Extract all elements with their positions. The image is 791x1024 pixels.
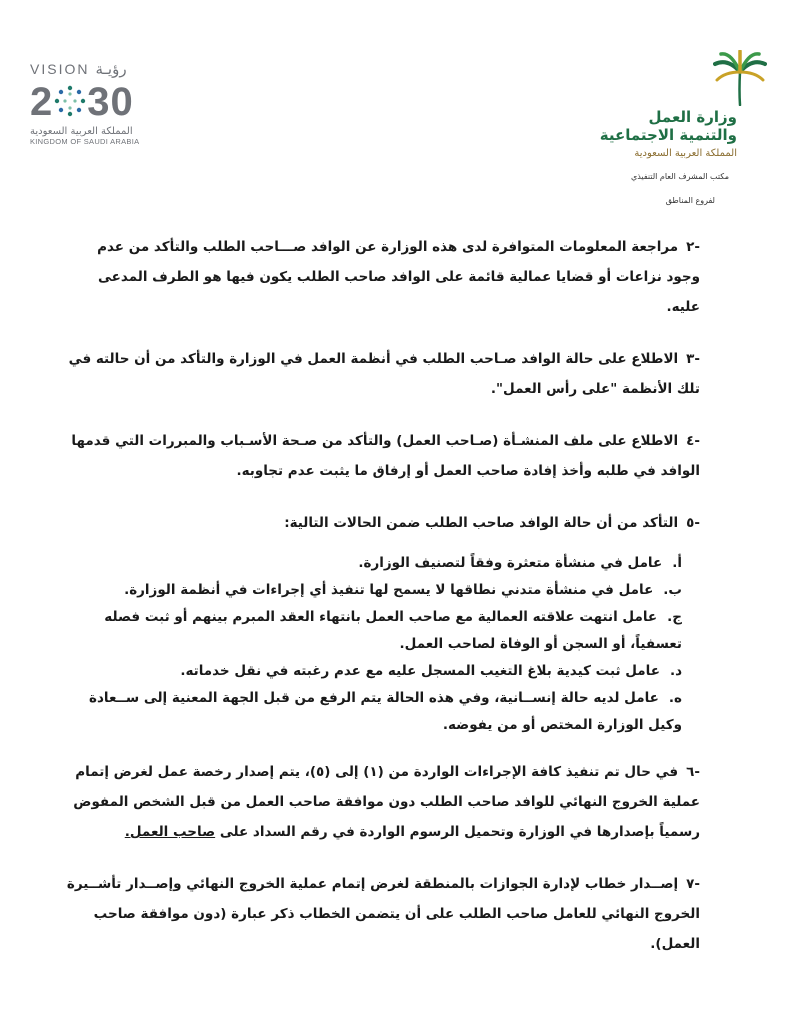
vision-year-digit-2: 2 <box>30 80 54 124</box>
list-item <box>60 426 700 486</box>
ministry-country: المملكة العربية السعودية <box>634 148 737 159</box>
ministry-name-line2: والتنمية الاجتماعية <box>599 126 737 144</box>
item-number: -٧ <box>686 876 700 892</box>
sub-item-text: عامل في منشأة متعثرة وفقاً لتصنيف الوزارة. <box>358 555 663 571</box>
item-text: إصــدار خطاب لإدارة الجوازات بالمنطقة لغرض إتمام عملية الخروج النهائي وإصــدار تأشــيرة الخروج النهائي للعامل صاحب الطلب على أن يتضمن الخطاب ذكر عبارة (دون موافقة صاحب العمل). <box>66 876 700 952</box>
item-number: -٣ <box>686 351 700 367</box>
list-item <box>60 232 700 322</box>
sub-item-letter: أ. <box>672 555 682 571</box>
palm-tree-icon <box>713 50 767 106</box>
item-text: التأكد من أن حالة الوافد صاحب الطلب ضمن الحالات التالية: <box>284 515 679 531</box>
ministry-logo <box>599 50 769 210</box>
item-text-underlined: صاحب العمل. <box>124 824 216 840</box>
vision-emblem-icon <box>53 83 87 117</box>
item-text: في حال تم تنفيذ كافة الإجراءات الواردة من (١) إلى (٥)، يتم إصدار رخصة عمل لغرض إتمام عملية الخروج النهائي للوافد صاحب الطلب دون موافقة صاحب العمل من قبل الشخص المفوض رسمياً بإصدارها في الوزارة وتحميل الرسوم الواردة في رقم السداد على <box>73 764 700 840</box>
list-item <box>60 344 700 404</box>
ministry-name-line1: وزارة العمل <box>648 108 737 126</box>
vision-en-label: VISION <box>30 61 90 77</box>
sub-list-item <box>60 550 700 577</box>
item-text: مراجعة المعلومات المتوافرة لدى هذه الوزارة عن الوافد صـــاحب الطلب والتأكد من عدم وجود نزاعات أو قضايا عمالية قائمة على الوافد صاحب الطلب يكون فيها هو الطرف المدعى عليه. <box>97 239 700 315</box>
sub-item-letter: د. <box>669 663 682 679</box>
sub-item-letter: ج. <box>667 609 682 625</box>
sub-item-text: عامل في منشأة متدني نطاقها لا يسمح لها تنفيذ أي إجراءات في أنظمة الوزارة. <box>124 582 654 598</box>
sub-item-text: عامل لديه حالة إنســانية، وفي هذه الحالة يتم الرفع من قبل الجهة المعنية إلى ســعادة وكيل الوزارة المختص أو من يفوضه. <box>89 690 682 733</box>
vision-country-ar: المملكة العربية السعودية <box>30 126 133 137</box>
sub-item-text: عامل ثبت كيدية بلاغ التغيب المسجل عليه مع عدم رغبته في نقل خدماته. <box>180 663 660 679</box>
document-body <box>60 232 700 981</box>
vision-year <box>30 80 190 124</box>
list-item <box>60 869 700 959</box>
sub-list-item <box>60 604 700 658</box>
list-item <box>60 757 700 847</box>
office-name-line2: لفروع المناطق <box>665 196 715 205</box>
sub-item-text: عامل انتهت علاقته العمالية مع صاحب العمل بانتهاء العقد المبرم بينهم أو ثبت فصله تعسفياً، أو السجن أو الوفاة لصاحب العمل. <box>104 609 682 652</box>
sub-list-item <box>60 658 700 685</box>
vision-2030-logo <box>30 60 190 160</box>
item-number: -٤ <box>686 433 700 449</box>
item-number: -٦ <box>686 764 700 780</box>
office-name-line1: مكتب المشرف العام التنفيذي <box>630 172 729 181</box>
list-item <box>60 508 700 538</box>
item-number: -٢ <box>686 239 700 255</box>
sub-list <box>60 550 700 739</box>
sub-list-item <box>60 685 700 739</box>
item-number: -٥ <box>686 515 700 531</box>
item-text: الاطلاع على حالة الوافد صـاحب الطلب في أنظمة العمل في الوزارة والتأكد من أن حالته في تلك الأنظمة "على رأس العمل". <box>68 351 700 397</box>
vision-ar-label: رؤيـة <box>95 60 127 78</box>
sub-item-letter: ب. <box>663 582 682 598</box>
vision-year-digits-30: 30 <box>87 80 134 124</box>
vision-country-en: KINGDOM OF SAUDI ARABIA <box>30 137 140 146</box>
sub-item-letter: ه. <box>668 690 682 706</box>
sub-list-item <box>60 577 700 604</box>
item-text: الاطلاع على ملف المنشـأة (صـاحب العمل) والتأكد من صـحة الأسـباب والمبررات التي قدمها الوافد في طلبه وأخذ إفادة صاحب العمل أو إرفاق ما يثبت عدم تجاوبه. <box>71 433 700 479</box>
